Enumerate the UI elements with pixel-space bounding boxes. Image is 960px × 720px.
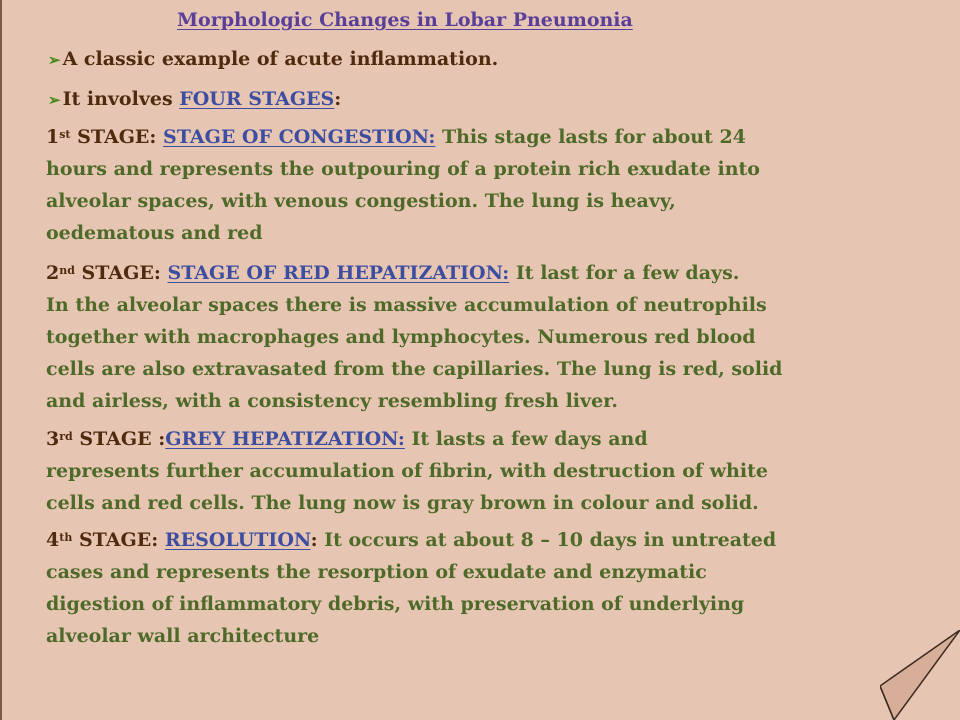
stage-label: STAGE: [72, 428, 152, 450]
stage-colon: :: [149, 126, 164, 148]
page-curl-icon: [880, 630, 960, 720]
stage-text: It last for a few days.: [509, 262, 740, 284]
stage-text: hours and represents the outpouring of a protein rich exudate into: [46, 158, 760, 180]
stage-number: 4: [46, 529, 60, 551]
stage-ordinal: st: [59, 128, 71, 141]
arrow-bullet-icon: ➢: [48, 91, 61, 109]
stage-4-heading-link[interactable]: RESOLUTION: [164, 529, 311, 551]
stage-number: 1: [46, 126, 60, 148]
stage-2-heading-link[interactable]: STAGE OF RED HEPATIZATION:: [167, 262, 510, 284]
stage-text: It occurs at about 8 – 10 days in untreated: [317, 529, 777, 551]
bullet-classic-example: [48, 48, 498, 70]
stage-ordinal: th: [59, 531, 73, 544]
bullet-four-stages: [48, 88, 341, 110]
stage-text: cells and red cells. The lung now is gray brown in colour and solid.: [46, 492, 759, 514]
stage-text: oedematous and red: [46, 222, 263, 244]
stage-text: In the alveolar spaces there is massive accumulation of neutrophils: [46, 294, 767, 316]
slide-title: Morphologic Changes in Lobar Pneumonia: [177, 9, 633, 31]
stage-text: together with macrophages and lymphocytes. Numerous red blood: [46, 326, 756, 348]
stage-number: 3: [46, 428, 60, 450]
stage-1-heading-link[interactable]: STAGE OF CONGESTION:: [163, 126, 436, 148]
stage-text: This stage lasts for about 24: [435, 126, 746, 148]
four-stages-link[interactable]: FOUR STAGES: [179, 88, 335, 110]
stage-1: [46, 121, 906, 249]
stage-3-heading-link[interactable]: GREY HEPATIZATION:: [165, 428, 405, 450]
stage-3: [46, 423, 906, 519]
bullet-prefix: It involves: [62, 88, 180, 110]
stage-text: alveolar spaces, with venous congestion. The lung is heavy,: [46, 190, 676, 212]
stage-label: STAGE: [70, 126, 150, 148]
arrow-bullet-icon: ➢: [48, 51, 61, 69]
stage-1-line-1: [46, 121, 906, 153]
stage-2: [46, 257, 906, 417]
stage-ordinal: rd: [59, 430, 73, 443]
stage-4: [46, 524, 906, 652]
stage-ordinal: nd: [59, 264, 75, 277]
stage-2-line-1: [46, 257, 906, 289]
stage-text: digestion of inflammatory debris, with preservation of underlying: [46, 593, 745, 615]
stage-colon: :: [151, 428, 166, 450]
stage-colon: :: [153, 262, 168, 284]
stage-text: cells are also extravasated from the capillaries. The lung is red, solid: [46, 358, 783, 380]
stage-label: STAGE: [74, 262, 154, 284]
stage-number: 2: [46, 262, 60, 284]
stage-text: alveolar wall architecture: [46, 625, 320, 647]
bullet-text: A classic example of acute inflammation.: [62, 48, 499, 70]
bullet-suffix: :: [334, 88, 342, 110]
stage-4-line-1: [46, 524, 906, 556]
stage-text: represents further accumulation of fibrin, with destruction of white: [46, 460, 768, 482]
stage-text: It lasts a few days and: [404, 428, 648, 450]
stage-text: and airless, with a consistency resembling fresh liver.: [46, 390, 619, 412]
stage-label: STAGE: [72, 529, 152, 551]
stage-heading-suffix: :: [310, 529, 318, 551]
stage-text: cases and represents the resorption of exudate and enzymatic: [46, 561, 707, 583]
stage-3-line-1: [46, 423, 906, 455]
stage-colon: :: [151, 529, 165, 551]
